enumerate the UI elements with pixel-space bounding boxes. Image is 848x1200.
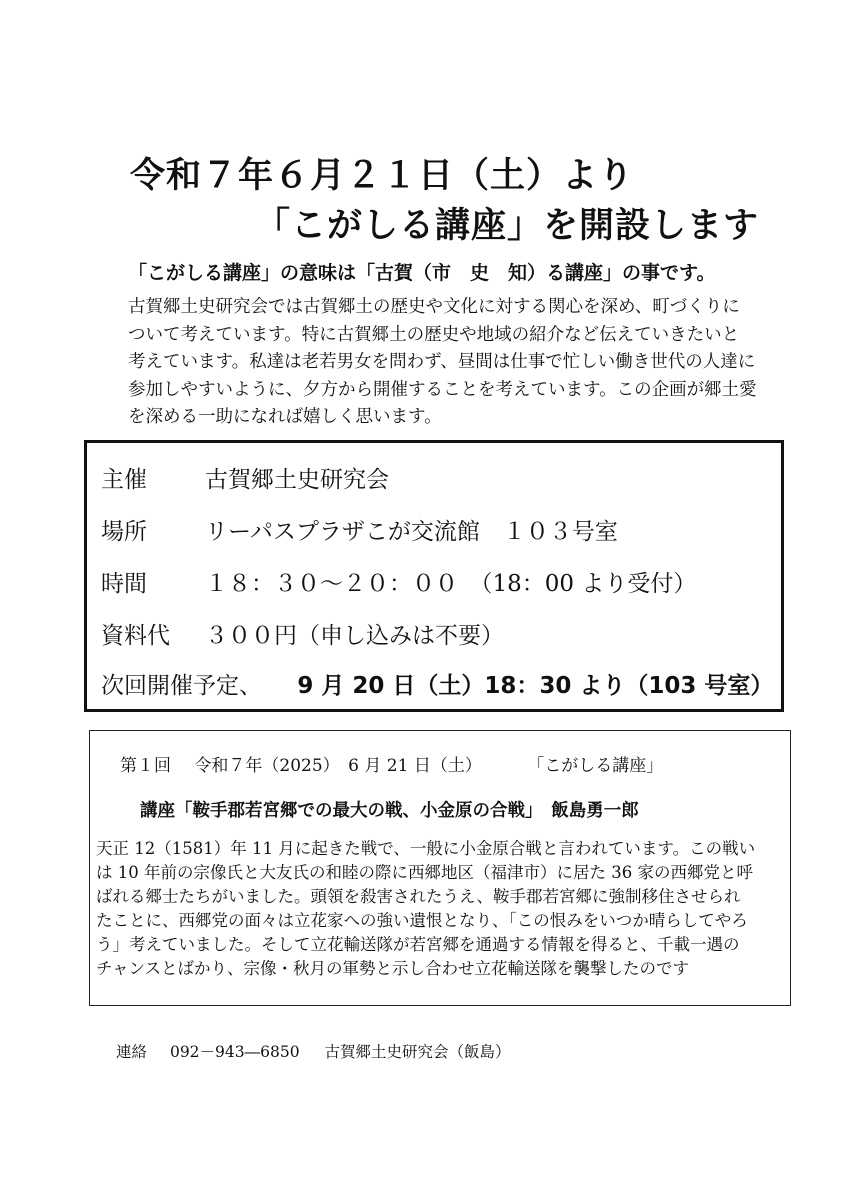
next-session-label: 次回開催予定、 [101,673,262,699]
intro-line: を深める一助になれば嬉しく思います。 [128,407,442,427]
organizer-value: 古賀郷土史研究会 [205,467,389,493]
lecture-line: たことに、西郷党の面々は立花家への強い遺恨となり、「この恨みをいつか晴らしてやろ [96,911,748,930]
intro-line: 参加しやすいように、夕方から開催することを考えています。この企画が郷土愛 [128,379,757,400]
lecture-box [89,730,791,1006]
time-row [101,565,697,598]
intro-paragraph [128,294,768,432]
fee-value: ３００円（申し込みは不要） [205,623,504,649]
title-line-1: 令和７年６月２１日（土）より [130,156,635,196]
contact-org: 古賀郷土史研究会（飯島） [324,1043,511,1061]
title-line-2: 「こがしる講座」を開設します [255,206,760,246]
contact-label: 連絡 [116,1043,148,1061]
time-label: 時間 [101,571,147,597]
lecture-line: は 10 年前の宗像氏と大友氏の和睦の際に西郷地区（福津市）に居た 36 家の西郷党と呼 [96,863,753,882]
intro-line: ついて考えています。特に古賀郷土の歴史や地域の紹介など伝えていきたいと [128,324,740,345]
lecture-line: チャンスとばかり、宗像・秋月の軍勢と示し合わせ立花輸送隊を襲撃したのです [96,959,690,978]
lecture-number: 第１回 [120,756,171,776]
lecture-title: 講座「鞍手郡若宮郷での最大の戦、小金原の合戦」 飯島勇一郎 [140,801,639,821]
venue-value: リーパスプラザこが交流館 １０３号室 [205,519,618,545]
next-session-row [101,667,773,700]
venue-label: 場所 [101,519,147,545]
lecture-body [96,837,786,981]
meaning-line: 「こがしる講座」の意味は「古賀（市 史 知）る講座」の事です。 [128,262,716,284]
lecture-line: 天正 12（1581）年 11 月に起きた戦で、一般に小金原合戦と言われています。この戦い [96,839,756,858]
next-session-value: 9 月 20 日（土）18：30 より（103 号室） [297,673,774,699]
event-info-box [84,440,784,712]
contact-line [116,1040,511,1062]
lecture-line: ばれる郷士たちがいました。頭領を殺害されたうえ、鞍手郡若宮郷に強制移住させられ [96,887,741,906]
lecture-date: 令和７年（2025） 6 月 21 日（土） [194,756,482,776]
contact-phone: 092－943―6850 [169,1043,300,1061]
lecture-line: う」考えていました。そして立花輸送隊が若宮郷を通過する情報を得ると、千載一遇の [96,935,740,954]
intro-line: 古賀郷土史研究会では古賀郷土の歴史や文化に対する関心を深め、町づくりに [128,297,740,317]
venue-row [101,513,618,546]
lecture-header [120,751,663,776]
organizer-label: 主催 [101,467,147,493]
fee-label: 資料代 [101,623,170,649]
fee-row [101,617,504,650]
time-value: １８：３０～２０：００ （18：00 より受付） [205,571,697,597]
organizer-row [101,461,389,494]
lecture-series: 「こがしる講座」 [527,756,664,776]
intro-line: 考えています。私達は老若男女を問わず、昼間は仕事で忙しい働き世代の人達に [128,352,756,372]
